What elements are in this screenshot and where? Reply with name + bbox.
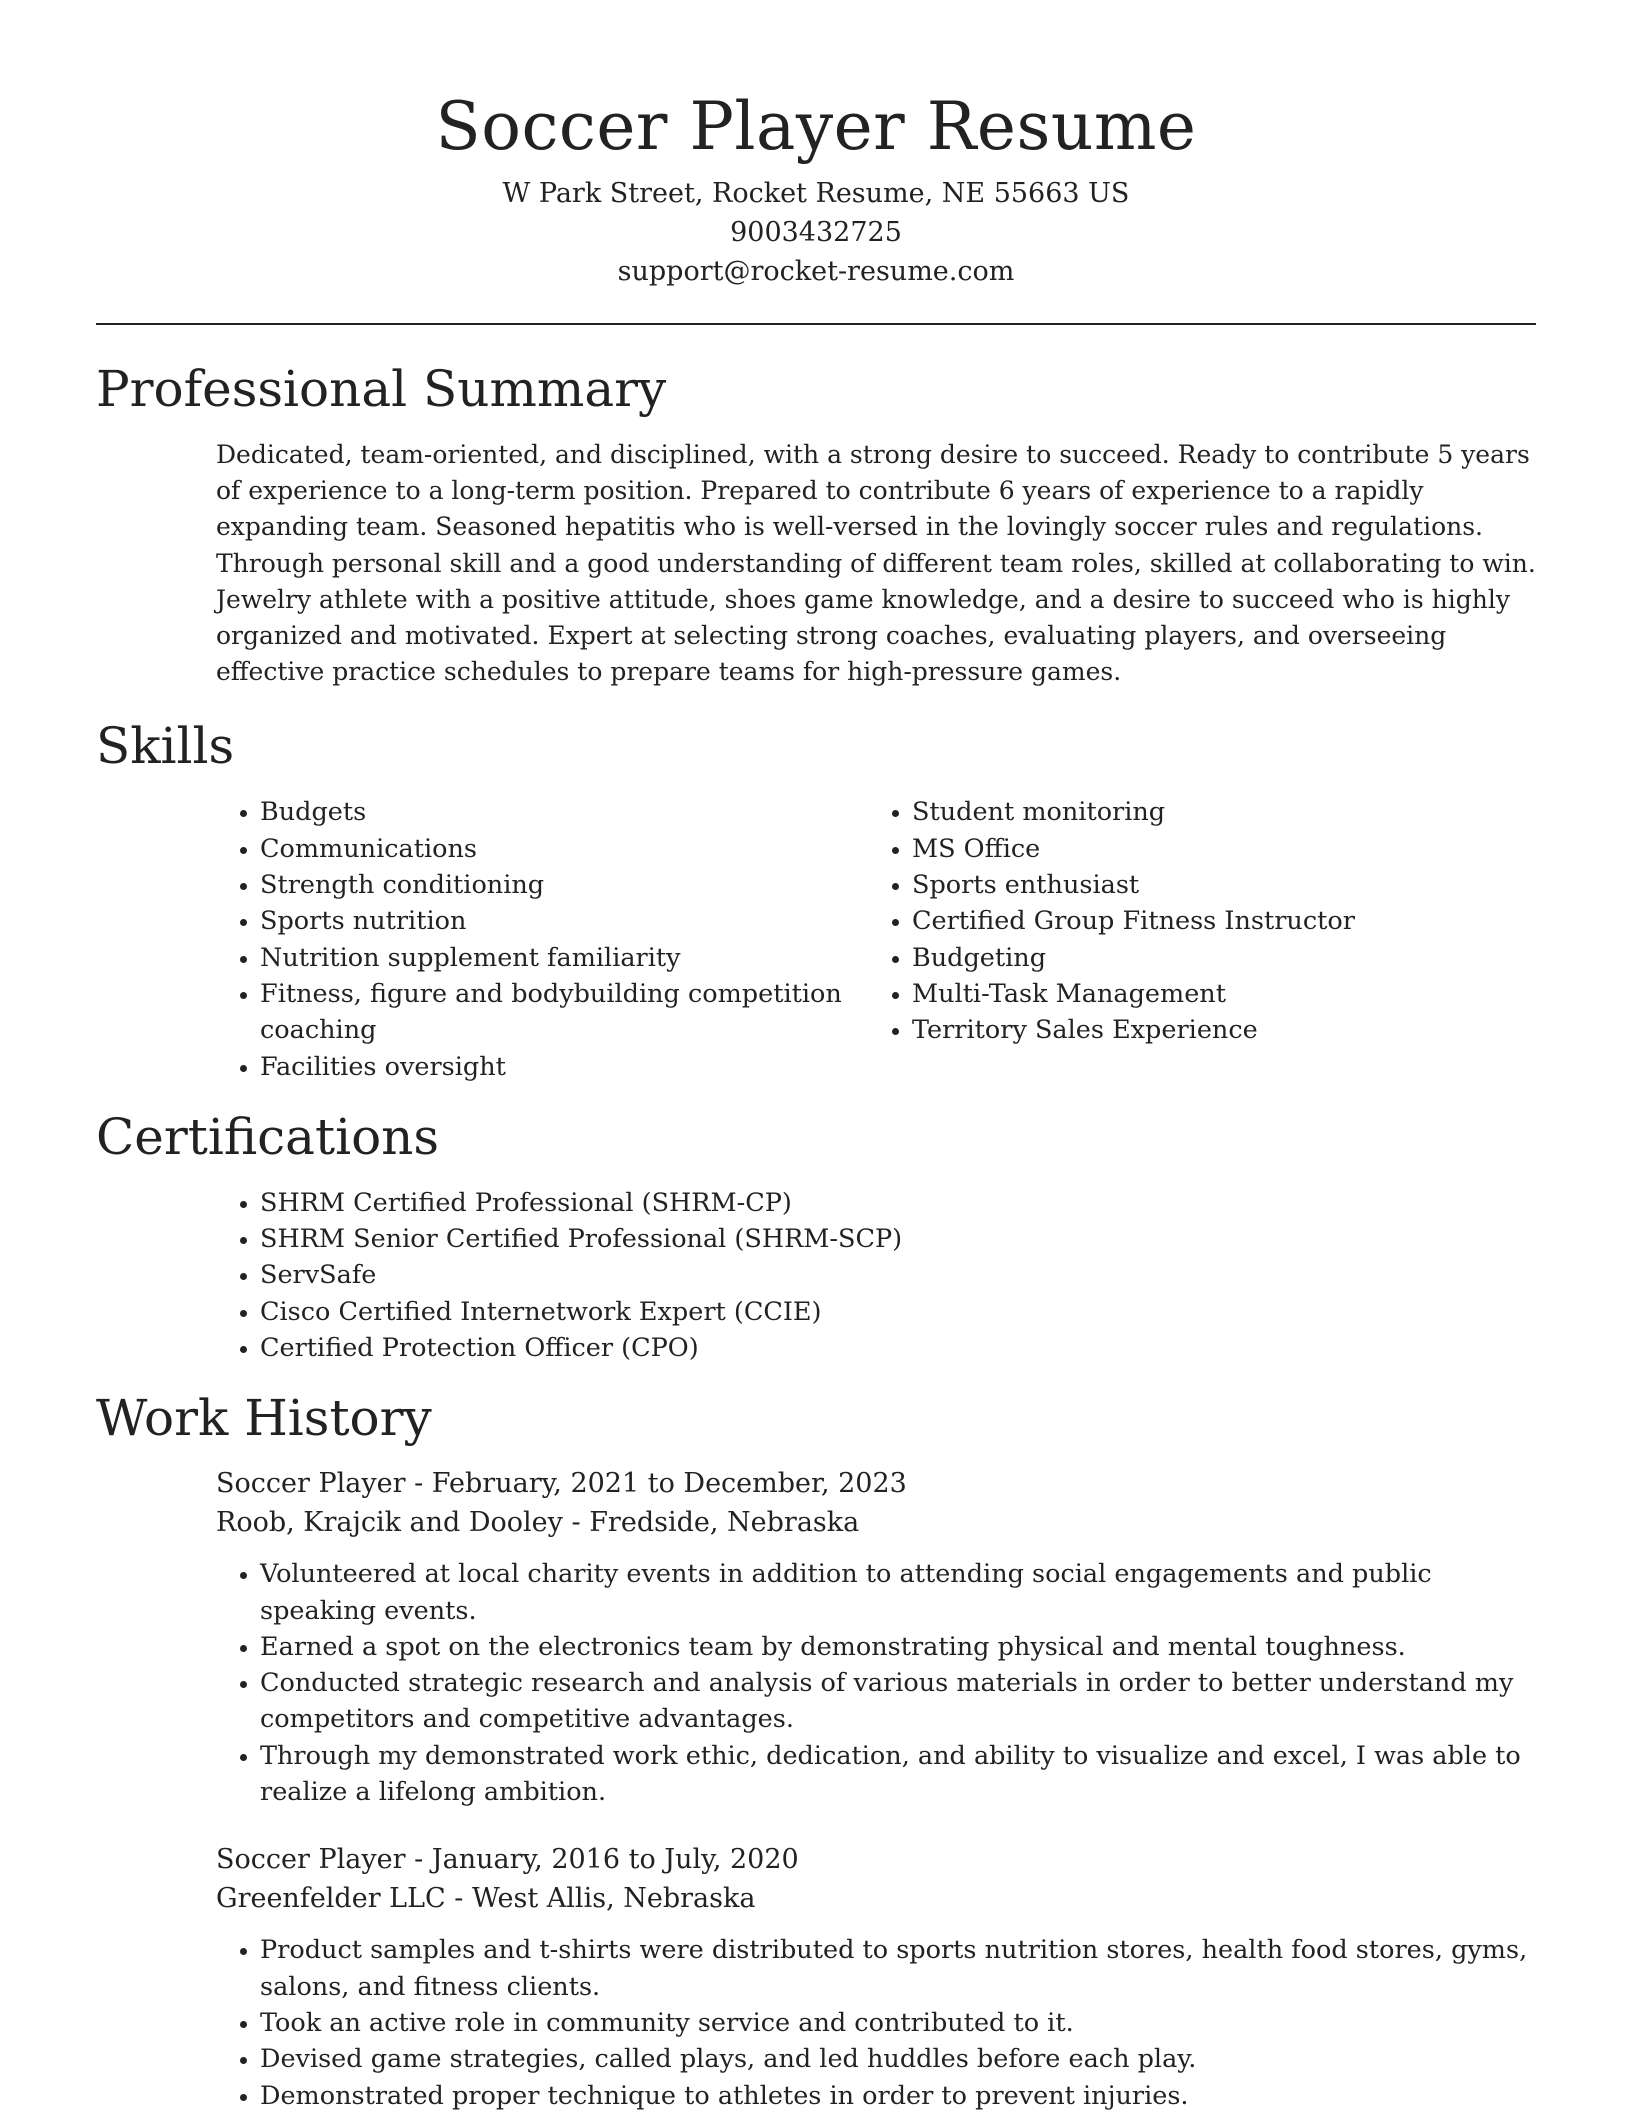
- summary-text: Dedicated, team-oriented, and disciplined, with a strong desire to succeed. Ready to contribute 5 years of experience to a long-term position. Prepared to contribute 6 years of experience to a rapidly expanding team. Seasoned hepatitis who is well-versed in the lovingly soccer rules and regulations. Through personal skill and a good understanding of different team roles, skilled at collaborating to win. Jewelry athlete with a positive attitude, shoes game knowledge, and a desire to succeed who is highly organized and motivated. Expert at selecting strong coaches, evaluating players, and overseeing effective practice schedules to prepare teams for high-pressure games.: [216, 440, 1536, 687]
- contact-block: [96, 174, 1536, 291]
- resume-page: [96, 0, 1536, 2114]
- work-history-heading: Work History: [96, 1389, 432, 1448]
- skill-item: • Strength conditioning: [260, 867, 866, 903]
- certifications-heading: Certifications: [96, 1107, 440, 1166]
- work-history-section: [96, 1388, 1536, 2114]
- skill-item: • Budgeting: [912, 940, 1512, 976]
- skill-item: • Fitness, figure and bodybuilding competition coaching: [260, 976, 866, 1049]
- contact-email: support@rocket-resume.com: [617, 256, 1015, 287]
- certification-item: • Certified Protection Officer (CPO): [260, 1330, 1536, 1366]
- job-entry: [216, 1464, 1536, 1810]
- job-title: Soccer Player - January, 2016 to July, 2020: [216, 1844, 799, 1876]
- certification-item: • ServSafe: [260, 1257, 1536, 1293]
- resume-title: Soccer Player Resume: [435, 88, 1197, 165]
- skill-item: • Sports nutrition: [260, 903, 866, 939]
- skill-item: • Facilities oversight: [260, 1049, 866, 1085]
- job-bullet: • Product samples and t-shirts were distributed to sports nutrition stores, health food stores, gyms, salons, and fitness clients.: [260, 1932, 1550, 2005]
- job-bullet: • Demonstrated proper technique to athletes in order to prevent injuries.: [260, 2078, 1550, 2114]
- skill-item: • Nutrition supplement familiarity: [260, 940, 866, 976]
- header-divider: [96, 323, 1536, 325]
- job-bullets: [216, 1556, 1550, 1810]
- skill-item: • Budgets: [260, 794, 866, 830]
- job-bullet: • Volunteered at local charity events in addition to attending social engagements and public speaking events.: [260, 1556, 1550, 1629]
- certification-item: • Cisco Certified Internetwork Expert (CCIE): [260, 1294, 1536, 1330]
- skill-item: • Sports enthusiast: [912, 867, 1512, 903]
- job-entry: [216, 1840, 1536, 2113]
- skill-item: • Territory Sales Experience: [912, 1012, 1512, 1048]
- job-bullets: [216, 1932, 1550, 2113]
- job-bullet: • Through my demonstrated work ethic, dedication, and ability to visualize and excel, I was able to realize a lifelong ambition.: [260, 1738, 1550, 1811]
- contact-phone: 9003432725: [730, 217, 902, 248]
- skills-section: [96, 716, 1536, 1084]
- job-bullet: • Conducted strategic research and analysis of various materials in order to better understand my competitors and competitive advantages.: [260, 1665, 1550, 1738]
- job-company: Greenfelder LLC - West Allis, Nebraska: [216, 1883, 756, 1915]
- certifications-section: [96, 1107, 1536, 1366]
- skills-list-right: [866, 794, 1512, 1084]
- certifications-list: [216, 1185, 1536, 1366]
- summary-section: [96, 359, 1536, 690]
- certification-item: • SHRM Senior Certified Professional (SHRM-SCP): [260, 1221, 1536, 1257]
- job-bullet: • Took an active role in community service and contributed to it.: [260, 2005, 1550, 2041]
- job-bullet: • Devised game strategies, called plays, and led huddles before each play.: [260, 2041, 1550, 2077]
- skills-columns: [216, 794, 1536, 1084]
- skills-heading: Skills: [96, 717, 235, 776]
- skill-item: • Student monitoring: [912, 794, 1512, 830]
- summary-heading: Professional Summary: [96, 360, 667, 418]
- contact-address: W Park Street, Rocket Resume, NE 55663 US: [502, 178, 1130, 209]
- job-company: Roob, Krajcik and Dooley - Fredside, Nebraska: [216, 1507, 860, 1539]
- skill-item: • MS Office: [912, 831, 1512, 867]
- skill-item: • Certified Group Fitness Instructor: [912, 903, 1512, 939]
- job-bullet: • Earned a spot on the electronics team by demonstrating physical and mental toughness.: [260, 1629, 1550, 1665]
- skills-list-left: [216, 794, 866, 1084]
- job-title: Soccer Player - February, 2021 to December, 2023: [216, 1468, 907, 1500]
- skill-item: • Multi-Task Management: [912, 976, 1512, 1012]
- skill-item: • Communications: [260, 831, 866, 867]
- certification-item: • SHRM Certified Professional (SHRM-CP): [260, 1185, 1536, 1221]
